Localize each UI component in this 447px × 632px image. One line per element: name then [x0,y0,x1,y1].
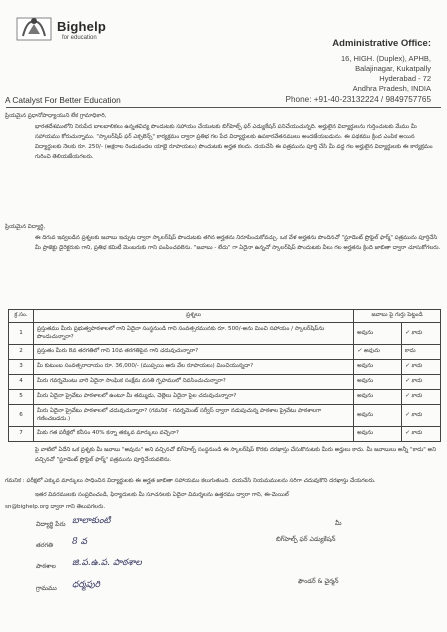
answer-yes-checkbox[interactable]: అవును [354,390,402,405]
row-question: ప్రస్తుతం మీరు 8వ తరగతిలో గాని 10వ తరగతిపైన గాని చదువుచున్నారా? [34,345,354,360]
header-divider [6,107,441,108]
row-question: మీకు గత పరీక్షలో కనీసం 40% కన్నా తక్కువ మార్కులు వచ్చెనా? [34,427,354,442]
col-header-questions: ప్రశ్నలు [34,310,354,323]
answer-yes-checkbox[interactable]: అవును [354,375,402,390]
class-field[interactable]: 8 వ [72,537,87,547]
closing-yours: మీ [335,520,342,527]
contact-email: sn@bighelp.org ద్వారా గాని తెలుపగలరు. [5,504,106,510]
row-number: 1 [9,323,34,345]
school-label: పాఠశాల [36,563,56,570]
closing-paragraph-text: పై వాటిలో ఏదేని ఒక ప్రశ్నకు మీ జవాబు "అవును" అని వచ్చినచో బిగ్‌హెల్ప్ సంస్థనుండి ఈ స్కాలర్‌షిప్ కొరకు దరఖాస్తు చేసుకొనుటకు మీరు అర్హులు కాదు. మీ జవాబులు అన్నీ "కాదు" అని వచ్చినచో "స్టూడెంట్ ప్రొఫైల్ ఫార్మ్" పత్రమును పూర్తిచేయవలెను. [35,447,437,463]
col-header-number: క్ర.సం. [9,310,34,323]
signatory-organization: బిగ్‌హెల్ప్ ఫర్ ఎడ్యుకేషన్ [276,536,336,543]
table-row [9,345,441,360]
answer-no-checkbox[interactable]: ✓ కాదు [401,360,440,375]
phone-numbers: Phone: +91-40-23132224 / 9849757765 [285,95,431,104]
closing-paragraph [5,445,441,477]
answer-no-checkbox[interactable]: ✓ కాదు [401,405,440,427]
class-label: తరగతి [36,542,53,549]
office-line: Andhra Pradesh, INDIA [352,84,431,93]
answer-yes-checkbox[interactable]: అవును [354,405,402,427]
col-header-answer: జవాబు పై గుర్తు పెట్టండి [354,310,441,323]
intro-paragraph-text: భారతదేశములోని నిరుపేద బాలబాలికలు ఉన్నతవిద్య పొందుటకు సహాయం చేయుటకు బిగ్‌హెల్ప్ ఫర్ ఎడ్యుకేషన్ పనిచేయుచున్నది. అర్హులైన విద్యార్థులను గుర్తించుటకు మేము మీ సహాయము కోరుచున్నాము. "స్కాలర్‌షిప్ ఫర్ ఎక్సలెన్స్" కార్యక్రమం ద్వారా ప్రతిభ గల పేద విద్యార్థులకు ఉపకారవేతనములు అందజేయబడును. ఈ పథకము క్రింద ఎంపిక అయిన విద్యార్థులకు నెలకు రూ. 250/- (అక్షరాల రెండువందల యాభై రూపాయలు) పొందుటకు అర్హత కలదు. దయచేసి ఈ పత్రమును పూర్తి చేసి మీ వద్ద గల అర్హులైన విద్యార్థులకు ఈ కార్యక్రమం గురించి తెలియజేయగలరు. [35,124,433,160]
answer-yes-checkbox[interactable]: ✓ అవును [354,345,402,360]
bighelp-logo-icon [15,12,53,44]
salutation-student: ప్రియమైన విద్యార్థి, [5,224,46,230]
row-number: 5 [9,390,34,405]
row-number: 7 [9,427,34,442]
village-label: గ్రామము [36,585,57,592]
student-name-field[interactable]: బాలాకుంటి [72,516,111,526]
table-row [9,323,441,345]
office-title: Administrative Office: [332,38,431,49]
eligibility-table [8,309,441,442]
logo-subtitle: for education [62,35,97,41]
salutation-headmaster: ప్రియమైన ప్రధానోపాధ్యాయుని లేక గ్రామాధికారి, [5,113,107,119]
answer-no-checkbox[interactable]: ✓ కాదు [401,427,440,442]
table-row [9,375,441,390]
answer-yes-checkbox[interactable]: అవును [354,427,402,442]
office-address [211,38,431,94]
contact-paragraph [5,490,441,500]
answer-yes-checkbox[interactable]: అవును [354,323,402,345]
logo-name: Bighelp [57,19,107,34]
row-question: మీరు ఏదైనా ప్రైవేటు పాఠశాలలో ఉంటూ మీ తమ్ముడు, చెల్లెలు ఏదైనా పైల చదువుచున్నారా? [34,390,354,405]
table-header-row [9,310,441,323]
table-row [9,390,441,405]
office-line: Hyderabad - 72 [379,74,431,83]
answer-no-checkbox[interactable]: ✓ కాదు [401,323,440,345]
student-name-label: విద్యార్థి పేరు [36,521,66,528]
instruction-paragraph [5,233,441,295]
answer-yes-checkbox[interactable]: అవును [354,360,402,375]
office-line: Balajinagar, Kukatpally [355,64,431,73]
answer-no-checkbox[interactable]: కాదు [401,345,440,360]
row-question: మీ కుటుంబ సంవత్సరాదాయం రూ. 36,000/- (ముప్పయి ఆరు వేల రూపాయలు) మించియున్నదా? [34,360,354,375]
row-number: 4 [9,375,34,390]
office-line: 16, HIGH. (Duplex), APHB, [340,54,431,63]
signatory-role: ఫౌండర్ & చైర్మన్ [298,578,339,585]
row-question: మీరు గవర్నమెంటు వారి ఏదైనా సాంఘిక సంక్షేమ వసతి గృహములో నివసించుచున్నారా? [34,375,354,390]
row-question: మీరు ఏదైనా ప్రైవేటు పాఠశాలలో చదువుచున్నారా? (గమనిక - గవర్నమెంట్ సర్వీస్ ద్వారా నడుపుచున్న పాఠశాల ప్రైవేటు పాఠశాలగా గణించబడదు.) [34,405,354,427]
table-row [9,360,441,375]
table-row [9,405,441,427]
contact-paragraph-text: ఇతర వివరములకు సంప్రదించండి, ఫిర్యాదులకు మీ సూచనలకు ఏదైనా విమర్శలను ఉత్తరము ద్వారా గాని, ఈ-మెయిల్ [35,492,289,498]
row-number: 2 [9,345,34,360]
tagline: A Catalyst For Better Education [5,95,121,105]
note-text: గమనిక : పరీక్షలో ఎక్కువ మార్కులు సాధించిన విద్యార్థులకు ఈ అర్హత జాబితా సహాయము కలుగుతుంది. దయచేసి నియమములను సరిగా చదువుకొని దరఖాస్తు చేయగలరు. [5,478,376,484]
row-number: 6 [9,405,34,427]
row-number: 3 [9,360,34,375]
instruction-paragraph-text: ఈ దిగువ ఇవ్వబడిన ప్రశ్నలకు జవాబు ఇచ్చుట ద్వారా స్కాలర్‌షిప్ పొందుటకు తగిన అర్హతను నిరూపించుకోవచ్చు. ఒక వేళ అర్హతను పొందినచో "స్టూడెంట్ ప్రొఫైల్ ఫార్మ్" పత్రమును పూర్తిచేసి మీ ప్రాజెక్టు డైరెక్టరుకు గాని, ప్రతిభ కమిటీ మెంబరుకు గాని పంపించవలెను. "జవాబు - లేదు" గా ఏదైనా ఉన్నచో స్కాలర్‌షిప్ పొందుటకు వీలు గల అర్హతను క్రింది జాబితా ద్వారా చూసుకోగలరు. [35,235,441,251]
school-field[interactable]: జి.ప.ఉ.ప. పాఠశాల [72,558,142,568]
table-row [9,427,441,442]
row-question: ప్రస్తుతము మీరు ప్రభుత్వపాఠశాలలో గాని ఏదైనా సంస్థనుండి గాని సంవత్సరమునకు రూ. 500/-అను మించి సహాయం / స్కాలర్‌షిప్‌ను పొందుచున్నారా? [34,323,354,345]
village-field[interactable]: ధర్మపురి [72,580,101,590]
answer-no-checkbox[interactable]: ✓ కాదు [401,390,440,405]
intro-paragraph [5,122,441,204]
answer-no-checkbox[interactable]: ✓ కాదు [401,375,440,390]
